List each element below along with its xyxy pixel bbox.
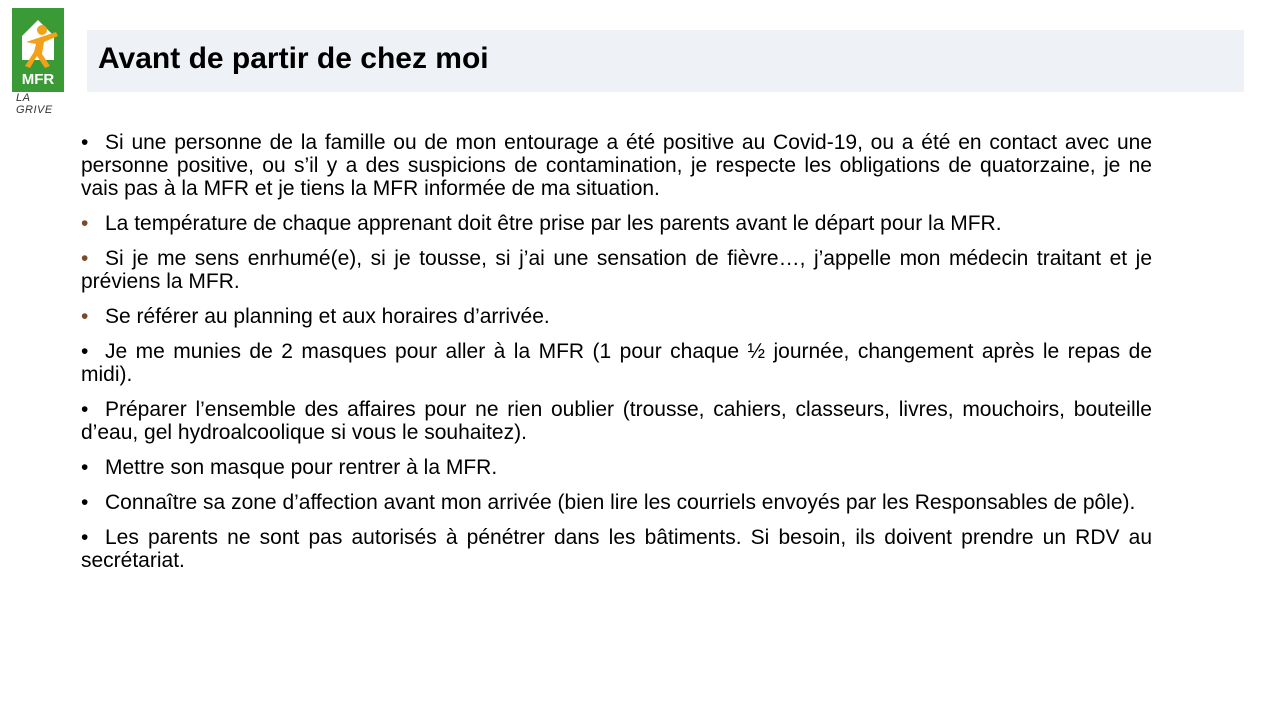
list-item [81, 131, 1152, 200]
bullet-icon: • [81, 491, 89, 514]
list-item [81, 340, 1152, 386]
bullet-icon: • [81, 131, 89, 154]
list-item [81, 456, 1152, 479]
mfr-logo-icon [12, 8, 68, 92]
list-item-text: Je me munies de 2 masques pour aller à la MFR (1 pour chaque ½ journée, changement après le repas de midi). [81, 340, 1152, 386]
bullet-icon: • [81, 305, 89, 328]
list-item [81, 398, 1152, 444]
bullet-icon: • [81, 456, 89, 479]
list-item-text: Connaître sa zone d’affection avant mon arrivée (bien lire les courriels envoyés par les Responsables de pôle). [105, 491, 1136, 514]
page-title: Avant de partir de chez moi [98, 42, 489, 75]
list-item-text: La température de chaque apprenant doit être prise par les parents avant le départ pour la MFR. [105, 212, 1002, 235]
list-item-text: Préparer l’ensemble des affaires pour ne rien oublier (trousse, cahiers, classeurs, livres, mouchoirs, bouteille d’eau, gel hydroalcoolique si vous le souhaitez). [81, 398, 1152, 444]
bullet-icon: • [81, 526, 89, 549]
bullet-list [81, 131, 1152, 584]
list-item [81, 491, 1152, 514]
title-bar [87, 30, 1244, 92]
logo-name: MFR [21, 71, 55, 88]
list-item [81, 212, 1152, 235]
list-item-text: Mettre son masque pour rentrer à la MFR. [105, 456, 498, 479]
list-item [81, 526, 1152, 572]
list-item-text: Se référer au planning et aux horaires d’arrivée. [105, 305, 550, 328]
list-item-text: Si je me sens enrhumé(e), si je tousse, si j’ai une sensation de fièvre…, j’appelle mon médecin traitant et je préviens la MFR. [81, 247, 1152, 293]
bullet-icon: • [81, 398, 89, 421]
bullet-icon: • [81, 340, 89, 363]
list-item [81, 247, 1152, 293]
list-item-text: Les parents ne sont pas autorisés à pénétrer dans les bâtiments. Si besoin, ils doivent prendre un RDV au secrétariat. [81, 526, 1152, 572]
list-item-text: Si une personne de la famille ou de mon entourage a été positive au Covid-19, ou a été en contact avec une personne positive, ou s’il y a des suspicions de contamination, je respecte les obligations de quatorzaine, je ne vais pas à la MFR et je tiens la MFR informée de ma situation. [81, 131, 1152, 200]
logo-figure-head [37, 25, 47, 35]
bullet-icon: • [81, 212, 89, 235]
list-item [81, 305, 1152, 328]
logo-caption: LA GRIVE [16, 92, 53, 116]
bullet-icon: • [81, 247, 89, 270]
